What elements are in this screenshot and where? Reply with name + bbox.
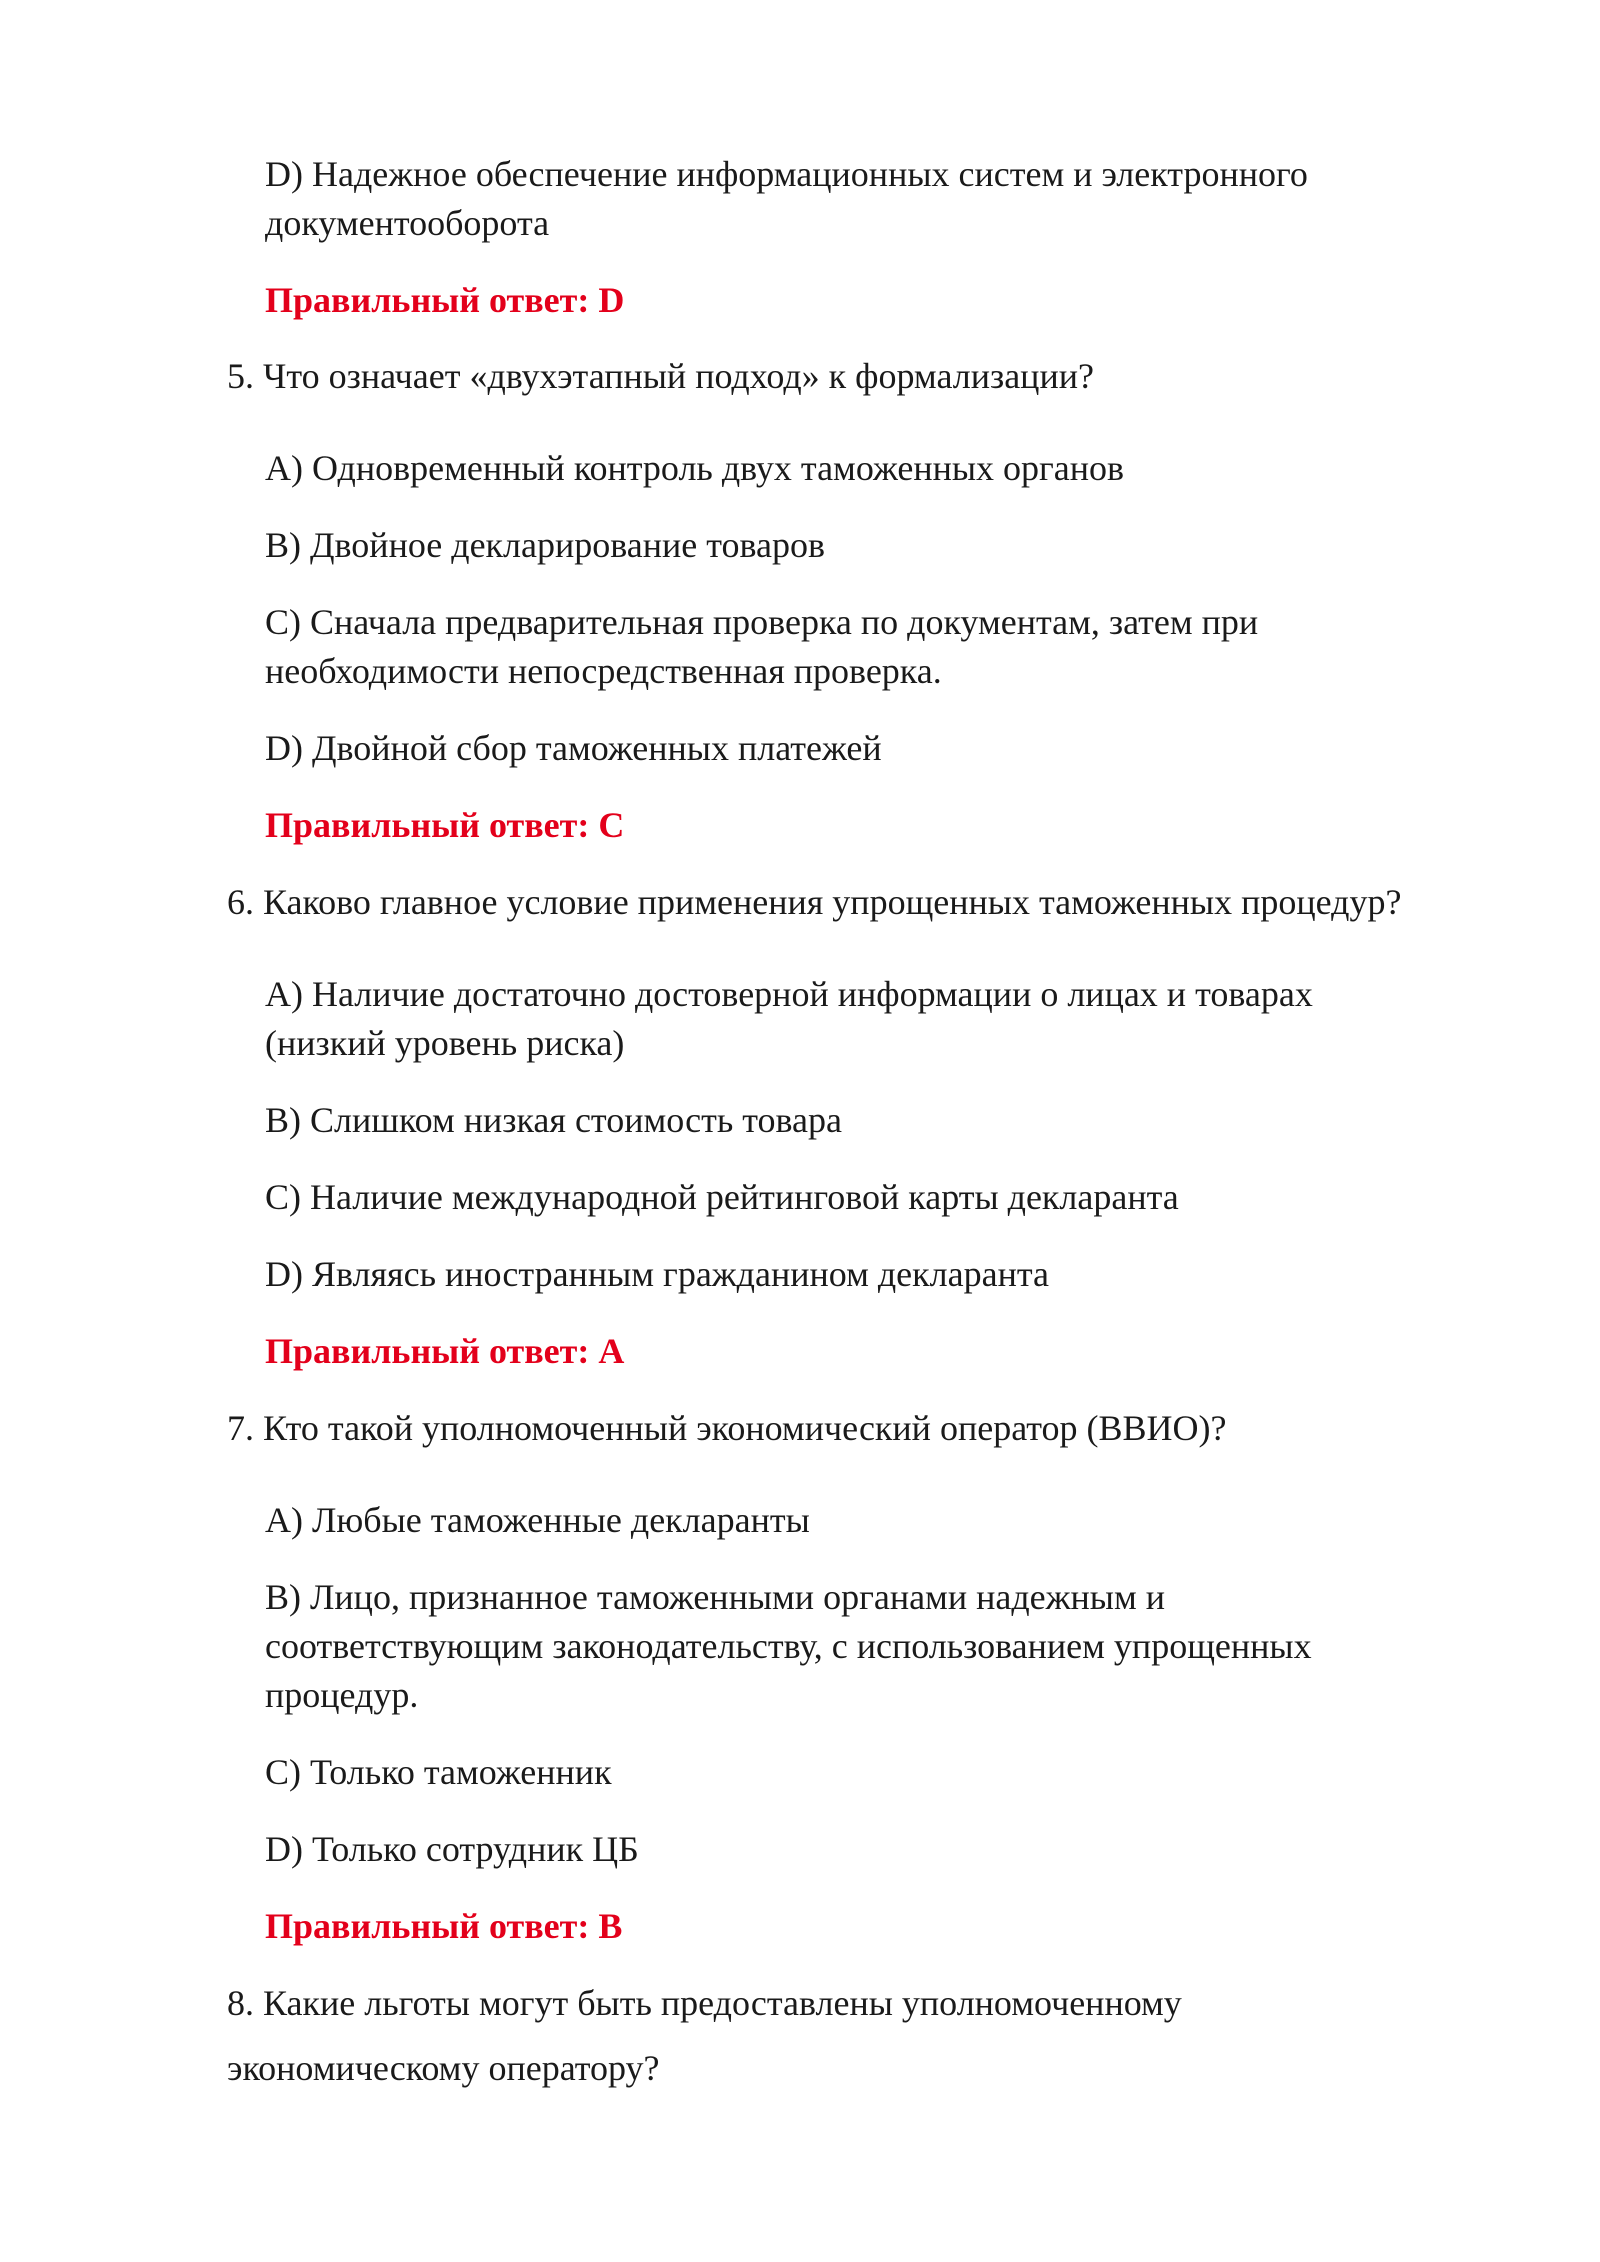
q6-option-a-line2: (низкий уровень риска) [265, 1023, 625, 1063]
q7-option-c: C) Только таможенник [265, 1752, 612, 1792]
q6-option-d: D) Являясь иностранным гражданином декларанта [265, 1254, 1049, 1294]
q6-answer: Правильный ответ: A [265, 1331, 625, 1371]
q7-option-a: A) Любые таможенные декларанты [265, 1500, 810, 1540]
q5-option-b: B) Двойное декларирование товаров [265, 525, 826, 565]
q8-question-line2: экономическому оператору? [227, 2048, 660, 2088]
q6-option-b: B) Слишком низкая стоимость товара [265, 1100, 843, 1140]
q5-option-a: A) Одновременный контроль двух таможенных органов [265, 448, 1125, 488]
q7-question: 7. Кто такой уполномоченный экономический оператор (ВВИО)? [227, 1408, 1227, 1448]
q5-answer: Правильный ответ: C [265, 805, 625, 845]
q6-question: 6. Каково главное условие применения упрощенных таможенных процедур? [227, 882, 1402, 922]
q6-option-c: C) Наличие международной рейтинговой карты декларанта [265, 1177, 1179, 1217]
q4-answer: Правильный ответ: D [265, 280, 625, 320]
q8-question-line1: 8. Какие льготы могут быть предоставлены уполномоченному [227, 1983, 1182, 2023]
q5-question: 5. Что означает «двухэтапный подход» к формализации? [227, 356, 1094, 396]
q7-option-d: D) Только сотрудник ЦБ [265, 1829, 639, 1869]
q5-option-d: D) Двойной сбор таможенных платежей [265, 728, 882, 768]
q5-option-c-line2: необходимости непосредственная проверка. [265, 651, 942, 691]
q5-option-c-line1: C) Сначала предварительная проверка по документам, затем при [265, 602, 1259, 642]
q7-option-b-line2: соответствующим законодательству, с использованием упрощенных [265, 1626, 1312, 1666]
q7-option-b-line3: процедур. [265, 1675, 419, 1715]
q4-option-d-line1: D) Надежное обеспечение информационных систем и электронного [265, 154, 1308, 194]
q4-option-d-line2: документооборота [265, 203, 550, 243]
q7-option-b-line1: B) Лицо, признанное таможенными органами надежным и [265, 1577, 1166, 1617]
q6-option-a-line1: A) Наличие достаточно достоверной информации о лицах и товарах [265, 974, 1313, 1014]
q7-answer: Правильный ответ: B [265, 1906, 623, 1946]
